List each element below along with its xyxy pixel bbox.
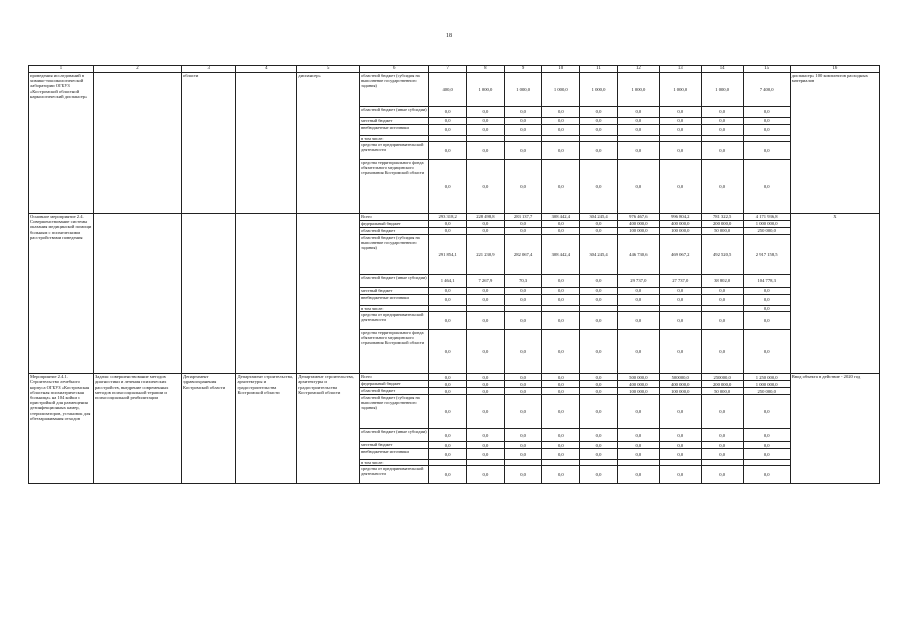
value-cell: 1 250 000,0: [743, 374, 790, 381]
value-cell: 0,0: [467, 160, 505, 214]
column-number: 2: [93, 66, 181, 73]
value-cell: 250000,0: [701, 374, 743, 381]
value-cell: 0,0: [429, 330, 467, 374]
value-cell: 400 000,0: [659, 381, 701, 388]
value-cell: 0,0: [701, 395, 743, 429]
value-cell: 0,0: [542, 107, 580, 118]
value-cell: 0,0: [504, 107, 542, 118]
column-number: 3: [182, 66, 236, 73]
value-cell: 0,0: [467, 330, 505, 374]
value-cell: 0,0: [743, 330, 790, 374]
value-cell: 0,0: [429, 118, 467, 125]
value-cell: 0,0: [467, 288, 505, 295]
column-number: 16: [790, 66, 879, 73]
value-cell: 0,0: [504, 142, 542, 160]
value-cell: 0,0: [542, 142, 580, 160]
funding-source-label: внебюджетные источники: [360, 125, 429, 136]
value-cell: 0,0: [542, 466, 580, 484]
value-cell: 0,0: [542, 374, 580, 381]
value-cell: 0,0: [429, 125, 467, 136]
value-cell: 996 804,2: [659, 214, 701, 221]
value-cell: 0,0: [542, 388, 580, 395]
value-cell: 0,0: [701, 466, 743, 484]
result-cell: Ввод объекта в действие - 2020 год: [790, 374, 879, 484]
value-cell: 0,0: [580, 388, 618, 395]
funding-source-label: областной бюджет: [360, 228, 429, 235]
column-number: 8: [467, 66, 505, 73]
value-cell: 400 000,0: [617, 221, 659, 228]
value-cell: 4 171 936,8: [743, 214, 790, 221]
value-cell: 0,0: [580, 466, 618, 484]
value-cell: 0,0: [467, 228, 505, 235]
value-cell: 0,0: [580, 312, 618, 330]
value-cell: 400 000,0: [617, 381, 659, 388]
funding-source-label: областной бюджет: [360, 388, 429, 395]
value-cell: 0,0: [580, 228, 618, 235]
funding-source-label: Всего: [360, 214, 429, 221]
table-row: [29, 374, 880, 381]
value-cell: 1 464,1: [429, 275, 467, 288]
value-cell: 1 000 000,0: [743, 381, 790, 388]
info-cell-c3: [182, 214, 236, 374]
value-cell: 0,0: [743, 395, 790, 429]
value-cell: 0,0: [542, 381, 580, 388]
info-cell-c2: [93, 73, 181, 214]
value-cell: 0,0: [504, 295, 542, 306]
value-cell: 70,3: [504, 275, 542, 288]
value-cell: 0,0: [617, 160, 659, 214]
value-cell: 0,0: [617, 288, 659, 295]
value-cell: 0,0: [659, 442, 701, 449]
value-cell: 0,0: [743, 160, 790, 214]
value-cell: 250 000,0: [743, 228, 790, 235]
funding-source-label: местный бюджет: [360, 442, 429, 449]
funding-source-label: областной бюджет (иные субсидии): [360, 107, 429, 118]
value-cell: 291 854,1: [429, 235, 467, 275]
value-cell: 200 000,0: [701, 381, 743, 388]
funding-source-label: средства от предпринимательской деятельности: [360, 142, 429, 160]
value-cell: 1 000,0: [504, 73, 542, 107]
value-cell: 0,0: [504, 125, 542, 136]
value-cell: 38 802,0: [701, 275, 743, 288]
info-cell-c5: диспансер»: [297, 73, 360, 214]
value-cell: 0,0: [617, 142, 659, 160]
value-cell: 0,0: [542, 295, 580, 306]
value-cell: 0,0: [580, 160, 618, 214]
value-cell: 308 442,4: [542, 235, 580, 275]
value-cell: 0,0: [504, 160, 542, 214]
value-cell: 1 000,0: [580, 73, 618, 107]
value-cell: 0,0: [580, 381, 618, 388]
value-cell: 0,0: [467, 107, 505, 118]
value-cell: 0,0: [580, 221, 618, 228]
result-cell: диспансер» 100 комплектов расходных материалов: [790, 73, 879, 214]
info-cell-c5: Департамент строительства, архитектуры и градостроительства Костромской области: [297, 374, 360, 484]
funding-source-label: средства от предпринимательской деятельности: [360, 466, 429, 484]
value-cell: 27 737,0: [659, 275, 701, 288]
value-cell: 200 000,0: [701, 221, 743, 228]
value-cell: 100 000,0: [617, 228, 659, 235]
funding-source-label: областной бюджет (субсидия на выполнение государственного задания): [360, 73, 429, 107]
column-number: 1: [29, 66, 94, 73]
value-cell: 0,0: [659, 395, 701, 429]
value-cell: 400,0: [429, 73, 467, 107]
value-cell: 0,0: [743, 442, 790, 449]
info-cell-c4: [236, 73, 297, 214]
value-cell: 0,0: [617, 429, 659, 442]
value-cell: 1 000,0: [467, 73, 505, 107]
column-number: 6: [360, 66, 429, 73]
value-cell: 0,0: [467, 221, 505, 228]
info-cell-c4: [236, 214, 297, 374]
value-cell: 0,0: [701, 288, 743, 295]
value-cell: 0,0: [542, 442, 580, 449]
value-cell: 781 322,5: [701, 214, 743, 221]
value-cell: 0,0: [617, 395, 659, 429]
value-cell: 0,0: [467, 388, 505, 395]
value-cell: 0,0: [617, 118, 659, 125]
value-cell: 0,0: [617, 107, 659, 118]
value-cell: 0,0: [467, 429, 505, 442]
value-cell: 0,0: [701, 125, 743, 136]
value-cell: 0,0: [580, 442, 618, 449]
value-cell: 1 000 000,0: [743, 221, 790, 228]
column-number: 14: [701, 66, 743, 73]
funding-source-label: местный бюджет: [360, 118, 429, 125]
budget-table: [28, 65, 880, 484]
funding-source-label: федеральный бюджет: [360, 381, 429, 388]
value-cell: 308 442,4: [542, 214, 580, 221]
column-number: 9: [504, 66, 542, 73]
value-cell: 0,0: [504, 221, 542, 228]
info-cell-c3: Департамент здравоохранения Костромской области: [182, 374, 236, 484]
value-cell: 0,0: [467, 312, 505, 330]
value-cell: 492 520,5: [701, 235, 743, 275]
value-cell: 304 245,4: [580, 235, 618, 275]
value-cell: 0,0: [542, 330, 580, 374]
page-number: 18: [446, 33, 452, 39]
value-cell: 1 000,0: [701, 73, 743, 107]
value-cell: 500000,0: [659, 374, 701, 381]
value-cell: 0,0: [743, 312, 790, 330]
info-cell-c3: области: [182, 73, 236, 214]
value-cell: 0,0: [743, 125, 790, 136]
value-cell: 0,0: [617, 466, 659, 484]
result-cell: X: [790, 214, 879, 374]
table-row: [29, 214, 880, 221]
value-cell: 0,0: [504, 381, 542, 388]
value-cell: 0,0: [617, 125, 659, 136]
value-cell: 0,0: [701, 160, 743, 214]
value-cell: 976 467,6: [617, 214, 659, 221]
column-number: 7: [429, 66, 467, 73]
value-cell: 29 737,0: [617, 275, 659, 288]
value-cell: 0,0: [429, 228, 467, 235]
value-cell: 0,0: [659, 125, 701, 136]
value-cell: 0,0: [743, 295, 790, 306]
value-cell: 0,0: [467, 125, 505, 136]
value-cell: 1 000,0: [617, 73, 659, 107]
funding-source-label: средства территориального фонда обязательного медицинского страхования Костромской области: [360, 330, 429, 374]
value-cell: 0,0: [617, 295, 659, 306]
value-cell: 100 000,0: [617, 388, 659, 395]
value-cell: 0,0: [429, 449, 467, 460]
value-cell: 0,0: [467, 381, 505, 388]
value-cell: 0,0: [701, 442, 743, 449]
value-cell: 0,0: [429, 429, 467, 442]
value-cell: 0,0: [743, 466, 790, 484]
column-number: 4: [236, 66, 297, 73]
value-cell: 446 730,6: [617, 235, 659, 275]
value-cell: 0,0: [429, 160, 467, 214]
value-cell: 0,0: [743, 449, 790, 460]
value-cell: 0,0: [743, 107, 790, 118]
value-cell: 0,0: [504, 442, 542, 449]
value-cell: 0,0: [504, 388, 542, 395]
value-cell: 100 000,0: [659, 388, 701, 395]
value-cell: 0,0: [467, 442, 505, 449]
value-cell: 469 067,2: [659, 235, 701, 275]
funding-source-label: Всего: [360, 374, 429, 381]
value-cell: 0,0: [580, 395, 618, 429]
value-cell: 0,0: [467, 118, 505, 125]
value-cell: 0,0: [659, 466, 701, 484]
value-cell: 0,0: [659, 288, 701, 295]
value-cell: 0,0: [504, 228, 542, 235]
value-cell: 0,0: [659, 330, 701, 374]
info-cell-c1: Мероприятие 2.4.1. Строительство лечебного корпуса ОГБУЗ «Костромская областная психиатрическая больница» на 104 койки с пристройкой для размещения дезинфекционных камер, стерилизаторов, установок для обеззараживания отходов: [29, 374, 94, 484]
value-cell: 0,0: [467, 374, 505, 381]
value-cell: 0,0: [542, 221, 580, 228]
value-cell: 0,0: [504, 466, 542, 484]
value-cell: 1 000,0: [659, 73, 701, 107]
funding-source-label: федеральный бюджет: [360, 221, 429, 228]
column-number: 12: [617, 66, 659, 73]
funding-source-label: в том числе:: [360, 136, 429, 142]
value-cell: 0,0: [743, 429, 790, 442]
value-cell: 2 917 158,5: [743, 235, 790, 275]
value-cell: 0,0: [467, 449, 505, 460]
column-number: 10: [542, 66, 580, 73]
value-cell: 0,0: [743, 142, 790, 160]
value-cell: 0,0: [542, 449, 580, 460]
value-cell: 0,0: [617, 442, 659, 449]
funding-source-label: областной бюджет (иные субсидии): [360, 275, 429, 288]
column-number: 15: [743, 66, 790, 73]
value-cell: 0,0: [743, 118, 790, 125]
value-cell: 0,0: [467, 466, 505, 484]
funding-source-label: областной бюджет (субсидия на выполнение государственного задания): [360, 395, 429, 429]
value-cell: 0,0: [743, 306, 790, 312]
value-cell: 0,0: [701, 429, 743, 442]
value-cell: 0,0: [542, 312, 580, 330]
value-cell: 0,0: [429, 107, 467, 118]
value-cell: 50 000,0: [701, 388, 743, 395]
value-cell: 0,0: [580, 107, 618, 118]
value-cell: 282 067,4: [504, 235, 542, 275]
value-cell: 0,0: [542, 228, 580, 235]
value-cell: 0,0: [542, 118, 580, 125]
value-cell: 0,0: [580, 125, 618, 136]
value-cell: 100 000,0: [659, 228, 701, 235]
value-cell: 0,0: [580, 118, 618, 125]
value-cell: 0,0: [580, 275, 618, 288]
header-row: [29, 66, 880, 73]
value-cell: 250 000,0: [743, 388, 790, 395]
value-cell: 0,0: [659, 107, 701, 118]
value-cell: 0,0: [429, 312, 467, 330]
value-cell: 0,0: [659, 295, 701, 306]
value-cell: 0,0: [542, 288, 580, 295]
value-cell: 0,0: [701, 142, 743, 160]
value-cell: 0,0: [580, 429, 618, 442]
value-cell: 0,0: [701, 449, 743, 460]
funding-source-label: в том числе:: [360, 306, 429, 312]
value-cell: 500 000,0: [617, 374, 659, 381]
column-number: 13: [659, 66, 701, 73]
value-cell: 0,0: [504, 429, 542, 442]
value-cell: 0,0: [504, 288, 542, 295]
value-cell: 0,0: [580, 449, 618, 460]
funding-source-label: средства от предпринимательской деятельности: [360, 312, 429, 330]
value-cell: 50 000,0: [701, 228, 743, 235]
value-cell: 0,0: [580, 288, 618, 295]
value-cell: 0,0: [580, 330, 618, 374]
value-cell: 0,0: [429, 221, 467, 228]
value-cell: 0,0: [659, 429, 701, 442]
info-cell-c4: Департамент строительства, архитектуры и градостроительства Костромской области: [236, 374, 297, 484]
value-cell: 304 245,4: [580, 214, 618, 221]
funding-source-label: внебюджетные источники: [360, 295, 429, 306]
value-cell: 228 498,8: [467, 214, 505, 221]
value-cell: 0,0: [429, 466, 467, 484]
value-cell: 0,0: [743, 288, 790, 295]
value-cell: 293 318,2: [429, 214, 467, 221]
info-cell-c1: Основное мероприятие 2.4. Совершенствование системы оказания медицинской помощи больным с психическими расстройствами поведения: [29, 214, 94, 374]
value-cell: 0,0: [429, 388, 467, 395]
funding-source-label: средства территориального фонда обязательного медицинского страхования Костромской области: [360, 160, 429, 214]
value-cell: 0,0: [542, 395, 580, 429]
value-cell: 0,0: [467, 295, 505, 306]
value-cell: 0,0: [504, 312, 542, 330]
value-cell: 0,0: [542, 275, 580, 288]
value-cell: 0,0: [504, 395, 542, 429]
value-cell: 283 137,7: [504, 214, 542, 221]
value-cell: 0,0: [467, 142, 505, 160]
value-cell: 0,0: [429, 442, 467, 449]
table-row: [29, 73, 880, 107]
funding-source-label: в том числе:: [360, 460, 429, 466]
funding-source-label: областной бюджет (иные субсидии): [360, 429, 429, 442]
value-cell: 400 000,0: [659, 221, 701, 228]
value-cell: 0,0: [504, 330, 542, 374]
value-cell: 221 230,9: [467, 235, 505, 275]
value-cell: 0,0: [701, 295, 743, 306]
value-cell: 0,0: [580, 374, 618, 381]
value-cell: 0,0: [429, 288, 467, 295]
value-cell: 0,0: [429, 395, 467, 429]
value-cell: 0,0: [542, 125, 580, 136]
info-cell-c2: [93, 214, 181, 374]
value-cell: 0,0: [659, 449, 701, 460]
value-cell: 0,0: [580, 295, 618, 306]
value-cell: 0,0: [504, 449, 542, 460]
value-cell: 0,0: [701, 330, 743, 374]
value-cell: 0,0: [617, 449, 659, 460]
value-cell: 0,0: [429, 142, 467, 160]
value-cell: 0,0: [701, 118, 743, 125]
value-cell: 0,0: [429, 374, 467, 381]
value-cell: 1 000,0: [542, 73, 580, 107]
info-cell-c1: проведения исследований в химико-токсикологической лаборатории ОГБУЗ «Костромской областной наркологический диспансер»: [29, 73, 94, 214]
value-cell: 0,0: [429, 295, 467, 306]
value-cell: 104 778,3: [743, 275, 790, 288]
value-cell: 0,0: [617, 330, 659, 374]
value-cell: 0,0: [659, 118, 701, 125]
info-cell-c5: [297, 214, 360, 374]
value-cell: 0,0: [701, 312, 743, 330]
column-number: 5: [297, 66, 360, 73]
value-cell: 0,0: [429, 381, 467, 388]
value-cell: 0,0: [617, 312, 659, 330]
value-cell: 0,0: [504, 374, 542, 381]
info-cell-c2: Задача: совершенствование методов диагностики и лечения психических расстройств, внедрение современных методов психосоциальной терапии и психосоциальной реабилитации: [93, 374, 181, 484]
value-cell: 0,0: [659, 312, 701, 330]
value-cell: 0,0: [580, 142, 618, 160]
funding-source-label: внебюджетные источники: [360, 449, 429, 460]
value-cell: 7 400,0: [743, 73, 790, 107]
funding-source-label: областной бюджет (субсидия на выполнение государственного задания): [360, 235, 429, 275]
value-cell: 0,0: [542, 429, 580, 442]
value-cell: 0,0: [542, 160, 580, 214]
value-cell: 7 267,9: [467, 275, 505, 288]
value-cell: 0,0: [659, 160, 701, 214]
value-cell: 0,0: [701, 107, 743, 118]
column-number: 11: [580, 66, 618, 73]
value-cell: 0,0: [467, 395, 505, 429]
value-cell: 0,0: [659, 142, 701, 160]
value-cell: 0,0: [504, 118, 542, 125]
funding-source-label: местный бюджет: [360, 288, 429, 295]
